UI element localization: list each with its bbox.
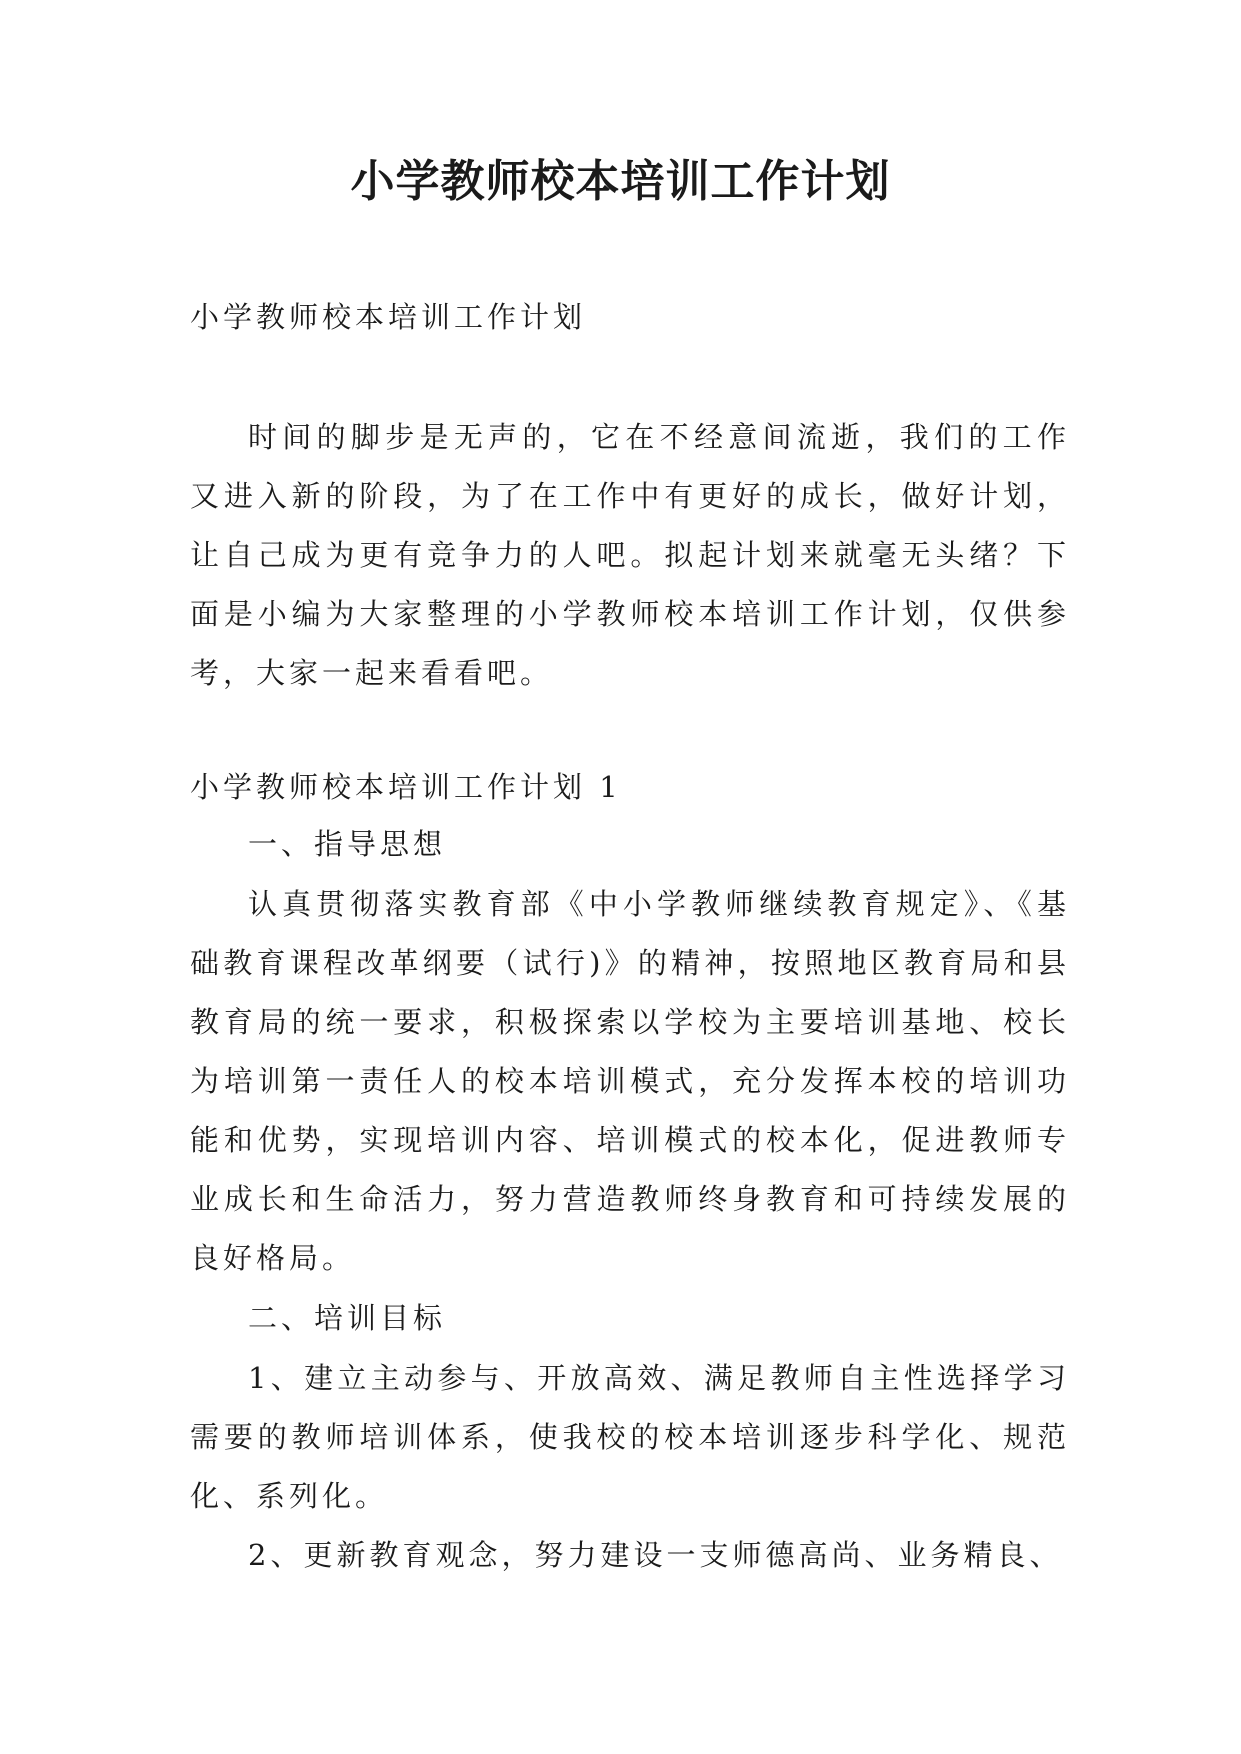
plan-section-heading: 小学教师校本培训工作计划 1 [190,770,622,804]
intro-paragraph: 时间的脚步是无声的，它在不经意间流逝，我们的工作又进入新的阶段，为了在工作中有更好的成长，做好计划，让自己成为更有竞争力的人吧。拟起计划来就毫无头绪？下面是小编为大家整理的小学教师校本培训工作计划，仅供参考，大家一起来看看吧。 [190,420,1070,690]
guiding-ideology-paragraph: 认真贯彻落实教育部《中小学教师继续教育规定》、《基础教育课程改革纲要（试行)》的精神，按照地区教育局和县教育局的统一要求，积极探索以学校为主要培训基地、校长为培训第一责任人的校本培训模式，充分发挥本校的培训功能和优势，实现培训内容、培训模式的校本化，促进教师专业成长和生命活力，努力营造教师终身教育和可持续发展的良好格局。 [190,887,1070,1275]
section-heading-guiding-ideology: 一、指导思想 [248,827,447,861]
section-heading-training-goals: 二、培训目标 [248,1301,447,1335]
training-goal-item: 1、建立主动参与、开放高效、满足教师自主性选择学习需要的教师培训体系，使我校的校本培训逐步科学化、规范化、系列化。 [190,1361,1070,1513]
document-title: 小学教师校本培训工作计划 [350,156,891,207]
training-goal-item: 2、更新教育观念，努力建设一支师德高尚、业务精良、 [248,1538,1063,1572]
document-subtitle: 小学教师校本培训工作计划 [190,300,587,334]
